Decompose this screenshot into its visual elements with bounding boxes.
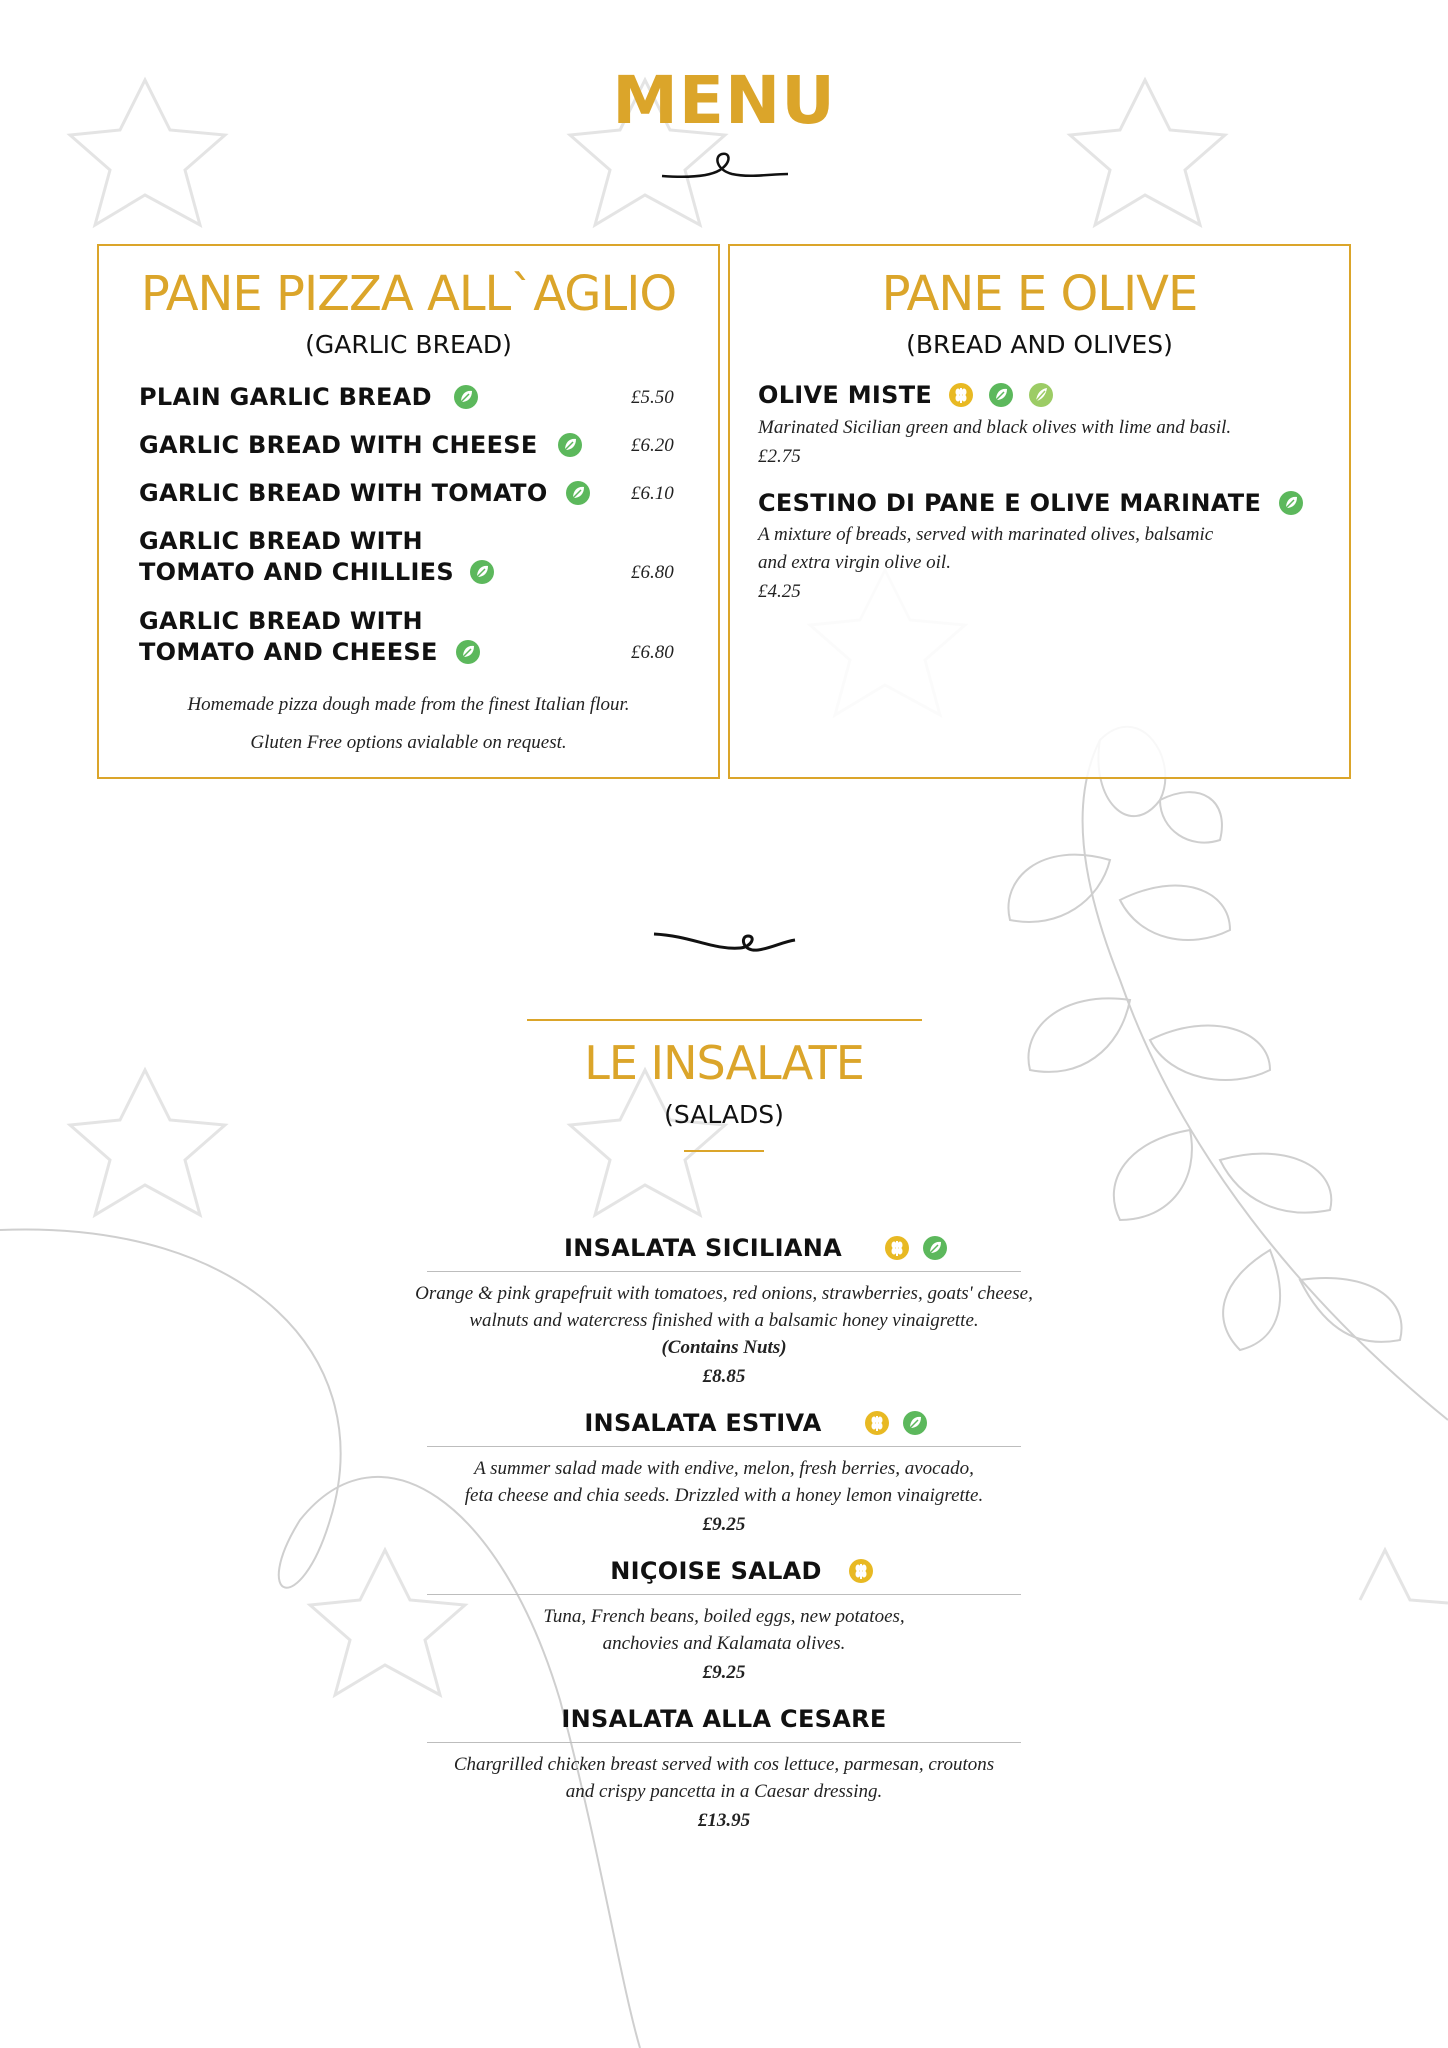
gluten-free-icon (864, 1410, 890, 1436)
menu-item-name-line2: TOMATO AND CHEESE (139, 638, 438, 666)
salad-name: INSALATA ALLA CESARE (561, 1705, 887, 1733)
section-subtitle: (BREAD AND OLIVES) (906, 330, 1173, 359)
menu-item-description: Marinated Sicilian green and black olives with lime and basil. (758, 417, 1232, 438)
section-top-rule (527, 1019, 922, 1021)
menu-item-name-line2: TOMATO AND CHILLIES (139, 558, 454, 586)
menu-item-name: CESTINO DI PANE E OLIVE MARINATE (758, 489, 1262, 517)
vegetarian-icon (565, 480, 591, 506)
salad-divider (427, 1594, 1021, 1595)
menu-item-name: GARLIC BREAD WITH CHEESE (139, 431, 538, 459)
salad-description-line2: feta cheese and chia seeds. Drizzled with a honey lemon vinaigrette. (464, 1485, 984, 1506)
gluten-free-note: Gluten Free options avialable on request. (250, 732, 567, 753)
vegetarian-icon (988, 382, 1014, 408)
vegetarian-icon (902, 1410, 928, 1436)
menu-item-name: GARLIC BREAD WITH TOMATO (139, 479, 548, 507)
menu-item-description-line1: A mixture of breads, served with marinated olives, balsamic (758, 524, 1214, 545)
section-flourish (652, 928, 797, 962)
salads-title: LE INSALATE (584, 1036, 864, 1090)
salad-price: £9.25 (702, 1514, 746, 1535)
menu-title: MENU (612, 62, 836, 139)
section-bottom-rule (684, 1150, 764, 1152)
vegan-icon (1028, 382, 1054, 408)
gluten-free-icon (948, 382, 974, 408)
menu-item-price: £6.80 (631, 642, 674, 663)
salad-name: INSALATA ESTIVA (584, 1409, 822, 1437)
allergen-note: (Contains Nuts) (661, 1337, 787, 1358)
gluten-free-icon (848, 1558, 874, 1584)
menu-item-description-line2: and extra virgin olive oil. (758, 552, 951, 573)
gluten-free-icon (884, 1235, 910, 1261)
menu-item-price: £6.10 (631, 483, 674, 504)
salad-divider (427, 1446, 1021, 1447)
section-title: PANE E OLIVE (881, 266, 1198, 322)
menu-item-price: £6.80 (631, 562, 674, 583)
salad-divider (427, 1271, 1021, 1272)
menu-item-name-line1: GARLIC BREAD WITH (139, 607, 423, 635)
garlic-bread-section (97, 244, 720, 779)
salad-price: £8.85 (702, 1366, 746, 1387)
salad-divider (427, 1742, 1021, 1743)
salad-description-line1: Tuna, French beans, boiled eggs, new potatoes, (543, 1606, 905, 1627)
menu-item-price: £4.25 (758, 581, 801, 602)
section-title: PANE PIZZA ALL`AGLIO (140, 266, 677, 322)
salad-name: INSALATA SICILIANA (564, 1234, 842, 1262)
title-flourish (660, 148, 790, 184)
vegetarian-icon (557, 432, 583, 458)
salad-description-line1: Orange & pink grapefruit with tomatoes, red onions, strawberries, goats' cheese, (415, 1283, 1033, 1304)
vegetarian-icon (1278, 490, 1304, 516)
vegetarian-icon (453, 384, 479, 410)
salad-price: £13.95 (697, 1810, 751, 1831)
vegetarian-icon (922, 1235, 948, 1261)
vegetarian-icon (469, 559, 495, 585)
salad-name: NIÇOISE SALAD (610, 1557, 822, 1585)
salad-description-line2: and crispy pancetta in a Caesar dressing. (565, 1781, 883, 1802)
menu-item-price: £5.50 (631, 387, 674, 408)
menu-item-price: £2.75 (758, 446, 801, 467)
menu-item-name-line1: GARLIC BREAD WITH (139, 527, 423, 555)
menu-item-price: £6.20 (631, 435, 674, 456)
salad-description-line1: A summer salad made with endive, melon, fresh berries, avocado, (474, 1458, 974, 1479)
menu-item-name: PLAIN GARLIC BREAD (139, 383, 432, 411)
section-subtitle: (GARLIC BREAD) (305, 330, 512, 359)
salad-description-line2: walnuts and watercress finished with a balsamic honey vinaigrette. (469, 1310, 979, 1331)
salad-description-line1: Chargrilled chicken breast served with cos lettuce, parmesan, croutons (453, 1754, 995, 1775)
salad-price: £9.25 (702, 1662, 746, 1683)
dough-note: Homemade pizza dough made from the finest Italian flour. (187, 694, 630, 715)
bread-and-olives-section (728, 244, 1351, 779)
salad-description-line2: anchovies and Kalamata olives. (602, 1633, 846, 1654)
salads-subtitle: (SALADS) (664, 1100, 784, 1129)
vegetarian-icon (455, 639, 481, 665)
menu-item-name: OLIVE MISTE (758, 381, 933, 409)
